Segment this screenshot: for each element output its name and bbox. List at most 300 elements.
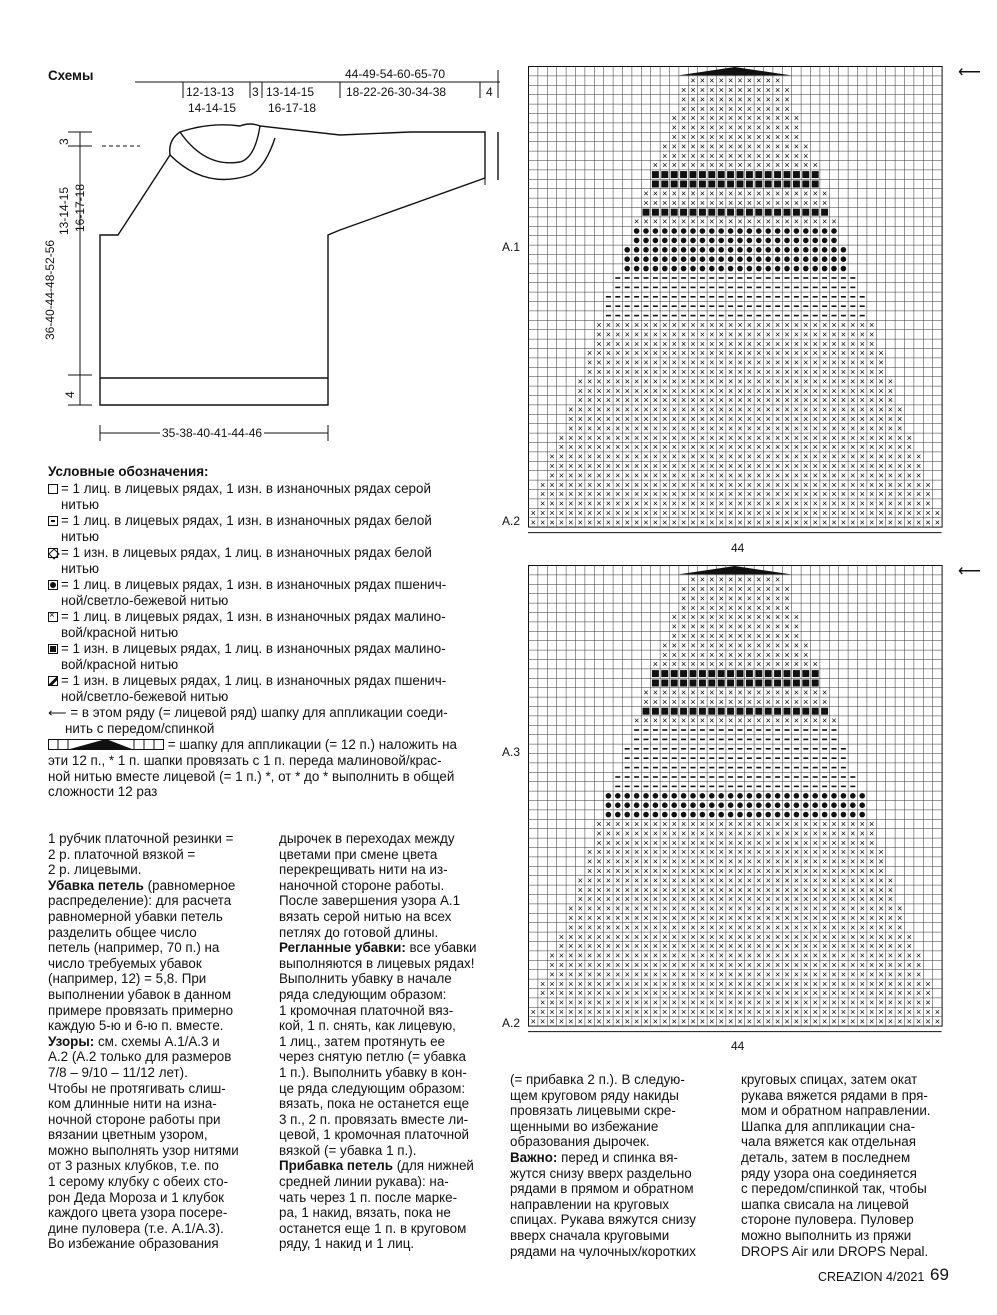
svg-text:×: × [774, 969, 781, 980]
svg-text:×: × [821, 988, 828, 999]
svg-text:×: × [812, 1016, 818, 1027]
svg-text:×: × [774, 649, 781, 660]
svg-text:×: × [727, 819, 734, 829]
svg-text:×: × [878, 941, 884, 952]
svg-text:×: × [662, 978, 668, 989]
svg-text:×: × [699, 696, 706, 707]
svg-text:×: × [821, 922, 828, 933]
svg-text:×: × [840, 348, 847, 359]
svg-text:×: × [727, 884, 734, 895]
svg-text:×: × [727, 395, 734, 406]
svg-text:×: × [718, 75, 724, 86]
svg-text:×: × [633, 913, 640, 923]
svg-text:×: × [784, 612, 790, 623]
svg-text:×: × [718, 856, 724, 867]
chart2-arrow-icon: ⟵ [958, 563, 981, 580]
svg-text:×: × [596, 432, 602, 443]
svg-text:×: × [662, 479, 668, 490]
svg-text:×: × [586, 470, 593, 481]
svg-text:×: × [605, 395, 612, 406]
svg-text:×: × [727, 941, 734, 952]
svg-text:×: × [577, 404, 583, 415]
svg-text:×: × [586, 922, 593, 933]
svg-text:×: × [784, 828, 790, 839]
svg-text:×: × [718, 338, 724, 349]
svg-text:×: × [756, 489, 762, 500]
svg-text:×: × [624, 385, 630, 396]
svg-text:×: × [727, 1007, 734, 1017]
svg-text:×: × [868, 338, 875, 349]
svg-text:×: × [774, 696, 781, 707]
svg-text:×: × [868, 320, 875, 330]
svg-text:×: × [568, 479, 574, 490]
svg-text:×: × [803, 423, 809, 434]
svg-text:×: × [737, 997, 743, 1008]
svg-text:×: × [568, 432, 574, 443]
svg-text:×: × [671, 508, 677, 518]
svg-text:×: × [652, 479, 659, 490]
svg-text:×: × [530, 517, 536, 528]
svg-text:×: × [859, 978, 865, 989]
svg-text:×: × [699, 593, 706, 604]
svg-text:×: × [897, 922, 903, 933]
svg-text:×: × [709, 451, 715, 462]
svg-text:×: × [868, 508, 875, 518]
svg-text:×: × [793, 338, 800, 349]
svg-text:×: × [765, 461, 771, 471]
svg-text:×: × [756, 75, 762, 86]
svg-text:×: × [596, 913, 602, 923]
svg-text:×: × [709, 828, 715, 839]
svg-text:×: × [624, 978, 630, 989]
svg-text:×: × [746, 847, 753, 858]
svg-text:×: × [859, 884, 865, 895]
svg-text:×: × [633, 385, 640, 396]
svg-text:×: × [596, 903, 602, 914]
svg-text:×: × [709, 94, 715, 105]
svg-text:×: × [859, 470, 865, 481]
svg-text:×: × [784, 602, 790, 613]
svg-text:×: × [868, 819, 875, 829]
svg-text:×: × [671, 423, 677, 434]
svg-text:×: × [690, 847, 696, 858]
svg-text:×: × [680, 113, 687, 124]
svg-text:×: × [690, 837, 696, 848]
svg-text:×: × [887, 884, 894, 895]
svg-text:×: × [577, 960, 583, 970]
svg-text:×: × [774, 348, 781, 359]
svg-text:×: × [671, 470, 677, 481]
svg-text:×: × [727, 894, 734, 905]
dash-square-icon [48, 516, 58, 526]
svg-text:×: × [840, 395, 847, 406]
svg-text:×: × [803, 470, 809, 481]
svg-text:×: × [756, 338, 762, 349]
svg-text:×: × [831, 828, 837, 839]
svg-text:×: × [680, 950, 687, 961]
svg-text:×: × [558, 517, 565, 528]
svg-text:×: × [812, 969, 818, 980]
svg-text:×: × [803, 338, 809, 349]
svg-text:×: × [784, 593, 790, 604]
svg-text:×: × [812, 847, 818, 858]
svg-text:×: × [756, 113, 762, 124]
svg-text:×: × [774, 414, 781, 424]
svg-text:×: × [812, 696, 818, 707]
svg-text:×: × [605, 969, 612, 980]
svg-text:×: × [746, 132, 753, 142]
svg-text:×: × [803, 922, 809, 933]
svg-text:×: × [774, 584, 781, 594]
svg-text:×: × [671, 1016, 677, 1027]
svg-text:×: × [756, 922, 762, 933]
svg-text:×: × [746, 602, 753, 613]
svg-text:×: × [737, 376, 743, 387]
svg-text:×: × [680, 960, 687, 970]
svg-text:×: × [840, 470, 847, 481]
svg-text:×: × [709, 640, 715, 651]
svg-text:×: × [671, 687, 677, 698]
svg-text:×: × [756, 85, 762, 95]
svg-text:×: × [803, 367, 809, 377]
svg-text:×: × [633, 216, 640, 227]
svg-text:×: × [662, 489, 668, 500]
svg-text:×: × [897, 931, 903, 942]
svg-text:×: × [756, 508, 762, 518]
svg-text:×: × [690, 216, 696, 227]
svg-text:×: × [605, 988, 612, 999]
svg-text:×: × [690, 640, 696, 651]
svg-text:×: × [690, 978, 696, 989]
svg-text:×: × [727, 357, 734, 368]
svg-text:×: × [709, 348, 715, 359]
svg-text:×: × [718, 479, 724, 490]
svg-text:×: × [596, 498, 602, 509]
svg-text:×: × [662, 197, 668, 208]
svg-text:×: × [662, 866, 668, 876]
svg-text:×: × [586, 489, 593, 500]
svg-text:×: × [765, 931, 771, 942]
svg-text:×: × [737, 103, 743, 114]
svg-text:×: × [803, 1016, 809, 1027]
svg-text:×: × [774, 113, 781, 124]
svg-text:×: × [756, 103, 762, 114]
svg-text:×: × [887, 1007, 894, 1017]
svg-text:×: × [690, 1007, 696, 1017]
svg-text:×: × [831, 931, 837, 942]
svg-text:×: × [925, 517, 931, 528]
svg-text:×: × [596, 404, 602, 415]
svg-text:×: × [727, 659, 734, 670]
svg-text:×: × [615, 348, 621, 359]
svg-text:×: × [624, 376, 630, 387]
svg-text:×: × [868, 856, 875, 867]
svg-text:×: × [793, 1007, 800, 1017]
svg-text:×: × [774, 508, 781, 518]
svg-text:×: × [633, 451, 640, 462]
svg-text:×: × [652, 866, 659, 876]
diagonal-square-icon [48, 676, 58, 686]
svg-text:×: × [615, 442, 621, 453]
svg-text:×: × [859, 950, 865, 961]
svg-text:×: × [680, 1016, 687, 1027]
svg-text:×: × [840, 498, 847, 509]
svg-text:×: × [624, 367, 630, 377]
svg-text:×: × [784, 395, 790, 406]
svg-text:×: × [859, 461, 865, 471]
svg-text:×: × [718, 960, 724, 970]
svg-text:×: × [596, 470, 602, 481]
svg-text:×: × [643, 423, 649, 434]
svg-text:×: × [633, 479, 640, 490]
svg-text:×: × [699, 216, 706, 227]
svg-text:×: × [699, 470, 706, 481]
svg-text:×: × [690, 320, 696, 330]
svg-text:×: × [756, 884, 762, 895]
svg-text:×: × [784, 517, 790, 528]
svg-text:×: × [577, 517, 583, 528]
svg-text:×: × [662, 988, 668, 999]
svg-text:×: × [746, 988, 753, 999]
svg-text:×: × [793, 385, 800, 396]
svg-text:×: × [680, 819, 687, 829]
svg-text:×: × [793, 404, 800, 415]
svg-text:×: × [765, 922, 771, 933]
svg-text:×: × [859, 922, 865, 933]
svg-text:×: × [605, 978, 612, 989]
svg-text:×: × [662, 1007, 668, 1017]
svg-text:×: × [633, 969, 640, 980]
svg-text:×: × [803, 188, 809, 199]
dim-neck-width-2: 14-14-15 [188, 101, 237, 115]
svg-text:×: × [756, 461, 762, 471]
svg-text:×: × [727, 367, 734, 377]
svg-text:×: × [709, 649, 715, 660]
svg-text:×: × [596, 461, 602, 471]
legend-item-white-knit: = 1 лиц. в лицевых рядах, 1 изн. в изнаночных рядах белой нитью [48, 513, 432, 545]
svg-text:×: × [709, 216, 715, 227]
svg-text:×: × [793, 132, 800, 142]
svg-text:×: × [868, 950, 875, 961]
svg-text:×: × [680, 85, 687, 95]
svg-text:×: × [633, 941, 640, 952]
svg-text:×: × [774, 385, 781, 396]
svg-text:×: × [878, 903, 884, 914]
svg-text:×: × [671, 847, 677, 858]
svg-text:×: × [699, 884, 706, 895]
svg-text:×: × [643, 922, 649, 933]
svg-text:×: × [690, 941, 696, 952]
svg-text:×: × [746, 423, 753, 434]
svg-text:×: × [558, 1016, 565, 1027]
svg-text:×: × [821, 367, 828, 377]
svg-text:×: × [699, 451, 706, 462]
svg-text:×: × [586, 442, 593, 453]
chart-label-a2b: A.2 [502, 1016, 521, 1030]
svg-text:×: × [925, 489, 931, 500]
svg-text:×: × [850, 338, 856, 349]
svg-text:×: × [850, 866, 856, 876]
svg-text:×: × [803, 442, 809, 453]
svg-text:×: × [699, 819, 706, 829]
svg-text:×: × [709, 894, 715, 905]
svg-text:×: × [868, 395, 875, 406]
svg-text:×: × [549, 1007, 555, 1017]
svg-text:×: × [624, 960, 630, 970]
svg-text:×: × [803, 687, 809, 698]
svg-text:×: × [586, 978, 593, 989]
svg-text:×: × [897, 451, 903, 462]
svg-text:×: × [615, 978, 621, 989]
svg-text:×: × [605, 941, 612, 952]
svg-text:×: × [756, 593, 762, 604]
svg-text:×: × [793, 950, 800, 961]
svg-text:×: × [709, 978, 715, 989]
svg-text:×: × [887, 451, 894, 462]
svg-text:×: × [784, 696, 790, 707]
svg-text:×: × [878, 367, 884, 377]
svg-text:×: × [718, 631, 724, 641]
svg-text:×: × [840, 903, 847, 914]
dim-raglan-width: 13-14-15 [266, 85, 315, 99]
svg-text:×: × [727, 85, 734, 95]
svg-text:×: × [718, 922, 724, 933]
svg-text:×: × [756, 988, 762, 999]
svg-text:×: × [633, 894, 640, 905]
svg-text:×: × [624, 423, 630, 434]
svg-text:×: × [577, 385, 583, 396]
svg-text:×: × [887, 978, 894, 989]
svg-text:×: × [784, 489, 790, 500]
svg-text:×: × [878, 508, 884, 518]
svg-text:×: × [652, 1016, 659, 1027]
svg-text:×: × [746, 160, 753, 171]
svg-text:×: × [539, 1016, 546, 1027]
svg-text:×: × [633, 348, 640, 359]
svg-text:×: × [868, 828, 875, 839]
svg-text:×: × [746, 113, 753, 124]
svg-text:×: × [737, 894, 743, 905]
svg-text:×: × [821, 508, 828, 518]
svg-text:×: × [690, 866, 696, 876]
svg-text:×: × [746, 621, 753, 632]
svg-text:×: × [699, 649, 706, 660]
svg-text:×: × [699, 113, 706, 124]
svg-text:×: × [756, 132, 762, 142]
svg-text:×: × [897, 461, 903, 471]
svg-text:×: × [925, 508, 931, 518]
svg-text:×: × [859, 432, 865, 443]
svg-text:×: × [756, 160, 762, 171]
svg-text:×: × [737, 94, 743, 105]
svg-text:×: × [765, 132, 771, 142]
svg-text:×: × [671, 489, 677, 500]
svg-text:×: × [803, 385, 809, 396]
svg-text:×: × [699, 414, 706, 424]
svg-text:×: × [558, 432, 565, 443]
svg-text:×: × [690, 94, 696, 105]
svg-text:×: × [784, 687, 790, 698]
svg-text:×: × [633, 856, 640, 867]
svg-text:×: × [652, 847, 659, 858]
text-column-3: (= прибавка 2 п.). В следую- щем круговом ряду накиды провязать лицевыми скре- щенными во избежание образования дырочек. Важно: перед и спинка вя- жутся снизу вверх раздельно рядами в прямом и обратном направлении на круговых спицах. Рукава вяжутся снизу вверх сначала круговыми рядами на чулочных/коротких [510, 1072, 696, 1259]
svg-text:×: × [549, 461, 555, 471]
svg-text:×: × [577, 479, 583, 490]
svg-text:×: × [558, 1007, 565, 1017]
svg-text:×: × [662, 329, 668, 340]
svg-text:×: × [878, 978, 884, 989]
svg-text:×: × [765, 141, 771, 152]
svg-text:×: × [821, 866, 828, 876]
svg-text:×: × [887, 875, 894, 886]
svg-text:×: × [878, 988, 884, 999]
svg-text:×: × [765, 423, 771, 434]
svg-text:×: × [680, 602, 687, 613]
svg-text:×: × [718, 866, 724, 876]
svg-text:×: × [793, 414, 800, 424]
svg-text:×: × [709, 593, 715, 604]
svg-text:×: × [680, 357, 687, 368]
svg-text:×: × [897, 978, 903, 989]
svg-text:×: × [699, 75, 706, 86]
svg-text:×: × [812, 432, 818, 443]
svg-text:×: × [859, 414, 865, 424]
svg-text:×: × [605, 442, 612, 453]
svg-text:×: × [586, 395, 593, 406]
svg-text:×: × [605, 894, 612, 905]
svg-text:×: × [850, 404, 856, 415]
svg-text:×: × [615, 922, 621, 933]
svg-text:×: × [568, 508, 574, 518]
svg-text:×: × [586, 960, 593, 970]
svg-text:×: × [577, 414, 583, 424]
svg-text:×: × [577, 988, 583, 999]
svg-text:×: × [859, 489, 865, 500]
svg-text:×: × [662, 950, 668, 961]
svg-text:×: × [850, 856, 856, 867]
svg-text:×: × [690, 621, 696, 632]
svg-text:×: × [793, 348, 800, 359]
svg-text:×: × [878, 498, 884, 509]
svg-text:×: × [643, 432, 649, 443]
svg-text:×: × [737, 922, 743, 933]
svg-text:×: × [925, 1016, 931, 1027]
svg-text:×: × [709, 103, 715, 114]
svg-text:×: × [615, 470, 621, 481]
svg-text:×: × [756, 423, 762, 434]
svg-text:×: × [709, 884, 715, 895]
svg-text:×: × [718, 847, 724, 858]
svg-text:×: × [784, 479, 790, 490]
svg-text:×: × [690, 329, 696, 340]
svg-text:×: × [812, 489, 818, 500]
svg-text:×: × [558, 451, 565, 462]
svg-text:×: × [662, 498, 668, 509]
svg-text:×: × [756, 960, 762, 970]
svg-text:×: × [887, 395, 894, 406]
svg-text:×: × [671, 884, 677, 895]
svg-text:×: × [840, 404, 847, 415]
svg-text:×: × [605, 960, 612, 970]
svg-text:×: × [868, 329, 875, 340]
svg-text:×: × [605, 837, 612, 848]
svg-text:×: × [615, 969, 621, 980]
svg-text:×: × [746, 1007, 753, 1017]
svg-text:×: × [840, 432, 847, 443]
svg-text:×: × [624, 329, 630, 340]
svg-text:×: × [831, 395, 837, 406]
svg-text:×: × [868, 517, 875, 528]
